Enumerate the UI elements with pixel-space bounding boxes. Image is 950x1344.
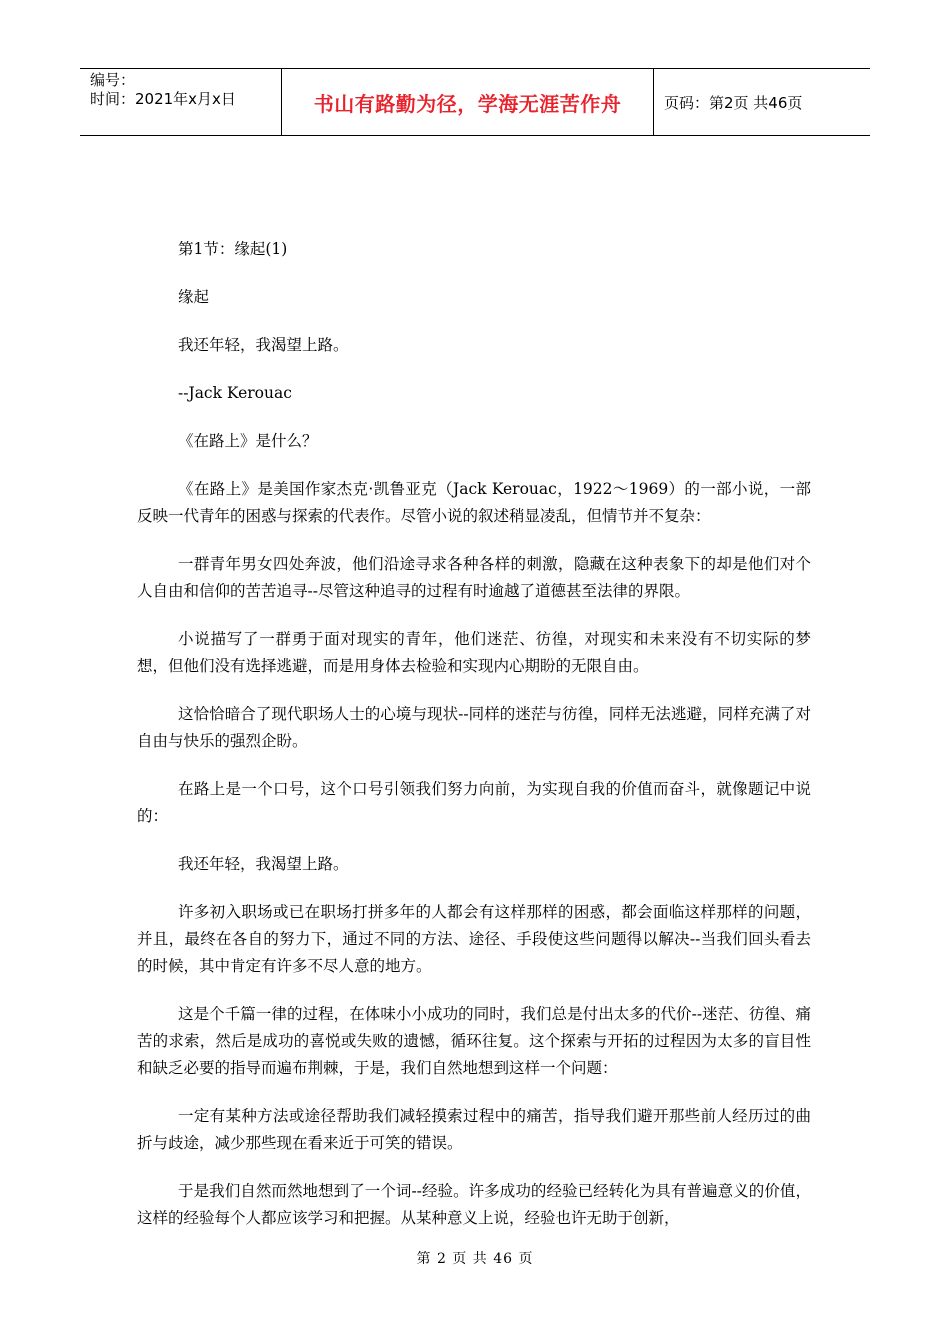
epigraph: 我还年轻，我渴望上路。 (178, 336, 349, 354)
body-paragraph: 一群青年男女四处奔波，他们沿途寻求各种各样的刺激，隐藏在这种表象下的却是他们对个人自由和信仰的苦苦追寻--尽管这种追寻的过程有时逾越了道德甚至法律的界限。 (137, 555, 811, 600)
body-paragraph: 许多初入职场或已在职场打拼多年的人都会有这样那样的困惑，都会面临这样那样的问题，并且，最终在各自的努力下，通过不同的方法、途径、手段使这些问题得以解决--当我们回头看去的时候，其中肯定有许多不尽人意的地方。 (137, 903, 811, 975)
epigraph-attribution: --Jack Kerouac (178, 384, 292, 402)
question-heading: 《在路上》是什么？ (178, 432, 318, 450)
header-meta (80, 69, 282, 135)
header-page-info: 页码：第2页 共46页 (664, 93, 803, 112)
body-paragraph: 我还年轻，我渴望上路。 (178, 855, 349, 873)
section-heading: 第1节：缘起(1) (178, 240, 288, 258)
number-label: 编号： (90, 71, 136, 89)
body-paragraph: 这是个千篇一律的过程，在体味小小成功的同时，我们总是付出太多的代价--迷茫、彷徨、痛苦的求索，然后是成功的喜悦或失败的遗憾，循环往复。这个探索与开拓的过程因为太多的盲目性和缺乏必要的指导而遍布荆棘，于是，我们自然地想到这样一个问题： (137, 1005, 811, 1077)
date-label: 时间：2021年x月x日 (90, 90, 236, 108)
subheading: 缘起 (178, 288, 210, 306)
header-motto: 书山有路勤为径，学海无涯苦作舟 (282, 69, 654, 135)
body-paragraph: 于是我们自然而然地想到了一个词--经验。许多成功的经验已经转化为具有普遍意义的价值，这样的经验每个人都应该学习和把握。从某种意义上说，经验也许无助于创新， (137, 1182, 811, 1227)
body-paragraph: 这恰恰暗合了现代职场人士的心境与现状--同样的迷茫与彷徨，同样无法逃避，同样充满了对自由与快乐的强烈企盼。 (137, 705, 811, 750)
body-paragraph: 一定有某种方法或途径帮助我们减轻摸索过程中的痛苦，指导我们避开那些前人经历过的曲折与歧途，减少那些现在看来近于可笑的错误。 (137, 1107, 811, 1152)
body-paragraph: 小说描写了一群勇于面对现实的青年，他们迷茫、彷徨，对现实和未来没有不切实际的梦想，但他们没有选择逃避，而是用身体去检验和实现内心期盼的无限自由。 (137, 630, 811, 675)
document-body (137, 236, 811, 1253)
body-paragraph: 在路上是一个口号，这个口号引领我们努力向前，为实现自我的价值而奋斗，就像题记中说的： (137, 780, 811, 825)
body-paragraph: 《在路上》是美国作家杰克·凯鲁亚克（Jack Kerouac，1922～1969）的一部小说，一部反映一代青年的困惑与探索的代表作。尽管小说的叙述稍显凌乱，但情节并不复杂： (137, 480, 811, 525)
page-header (80, 68, 870, 136)
page-footer: 第 2 页 共 46 页 (416, 1251, 534, 1267)
